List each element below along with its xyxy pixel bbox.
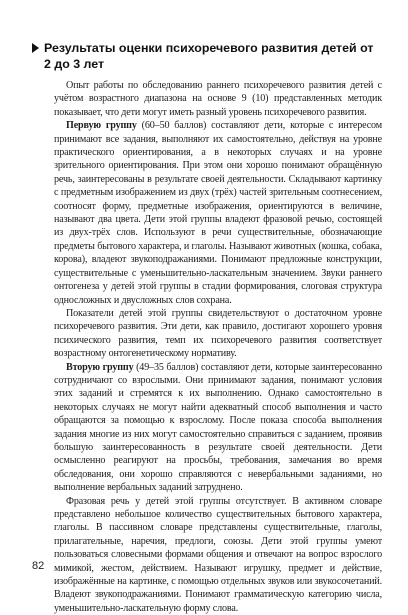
triangle-marker-icon	[32, 43, 39, 53]
paragraph-second-group	[54, 361, 382, 495]
paragraph-first-group-summary	[54, 307, 382, 361]
paragraph-text: (49–35 баллов) составляют дети, которые заинтересованно сотрудничают со взрослыми. Они принимают задания, понимают условия этих заданий и стремятся к их выполнению. Однако самостоятельно в некоторых случаях не могут найти адекватный способ выполнения и часто обращаются за помощью к взрослому. После показа способа выполнения задания многие из них могут самостоятельно справиться с заданием, проявив большую заинтересованность в результате своей деятельности. Дети осмысленно реагируют на просьбы, требования, замечания во время обследования, они хорошо справляются с невербальными заданиями, но выполнение вербальных заданий затруднено.	[54, 361, 382, 494]
paragraph-text: Показатели детей этой группы свидетельствуют о достаточном уровне психоречевого развития. Эти дети, как правило, достигают хорошего уровня психического развития, темп их психоречевого развития соответствует возрастному онтогенетическому нормативу.	[54, 307, 382, 360]
paragraph-text: (60–50 баллов) составляют дети, которые с интересом принимают все задания, выполняют их самостоятельно, действуя на уровне практического ориентирования, а в некоторых случаях и на уровне зрительного ориентирования. При этом они хорошо понимают обращённую речь, заинтересованы в результате своей деятельности. Складывают картинку с предметным изображением из двух (трёх) частей зрительным соотнесением, соотносят форму, предметные изображения, ориентируются в величине, называют два цвета. Дети этой группы владеют фразовой речью, состоящей из двух-трёх слов. Используют в речи существительные, обозначающие предметы бытового характера, и глаголы. Называют животных (кошка, собака, корова), владеют звукоподражаниями. Понимают предложные конструкции, существительные с уменьшительно-ласкательным значением. Звуки раннего онтогенеза у детей этой группы в стадии формирования, слоговая структура односложных и двусложных слов сохрана.	[54, 120, 382, 306]
paragraph-second-group-speech	[54, 495, 382, 615]
page-number: 82	[32, 560, 45, 572]
paragraph-lead: Вторую группу	[66, 361, 134, 373]
body-text	[54, 79, 382, 615]
paragraph-first-group	[54, 119, 382, 307]
paragraph-lead: Первую группу	[66, 120, 137, 132]
section-title: Результаты оценки психоречевого развития детей от 2 до 3 лет	[44, 41, 374, 71]
paragraph-intro	[54, 79, 382, 119]
paragraph-text: Фразовая речь у детей этой группы отсутствует. В активном словаре представлено небольшое количество существительных бытового характера, глаголы. В пассивном словаре представлены существительные, глаголы, прилагательные, наречия, предлоги, союзы. Дети этой группы умеют пользоваться словесными формами общения и отвечают на вопрос взрослого мимикой, жестом, действием. Называют игрушку, предмет и действие, изображённые на картинке, с помощью отдельных звуков или звукосочетаний. Владеют звукоподражаниями. Понимают грамматическую категорию числа, уменьшительно-ласкательную форму слова.	[54, 495, 382, 614]
paragraph-text: Опыт работы по обследованию раннего психоречевого развития детей с учётом возрастного диапазона на основе 9 (10) представленных методик показывает, что дети могут иметь разный уровень психоречевого развития.	[54, 80, 382, 118]
section-heading	[32, 40, 382, 72]
